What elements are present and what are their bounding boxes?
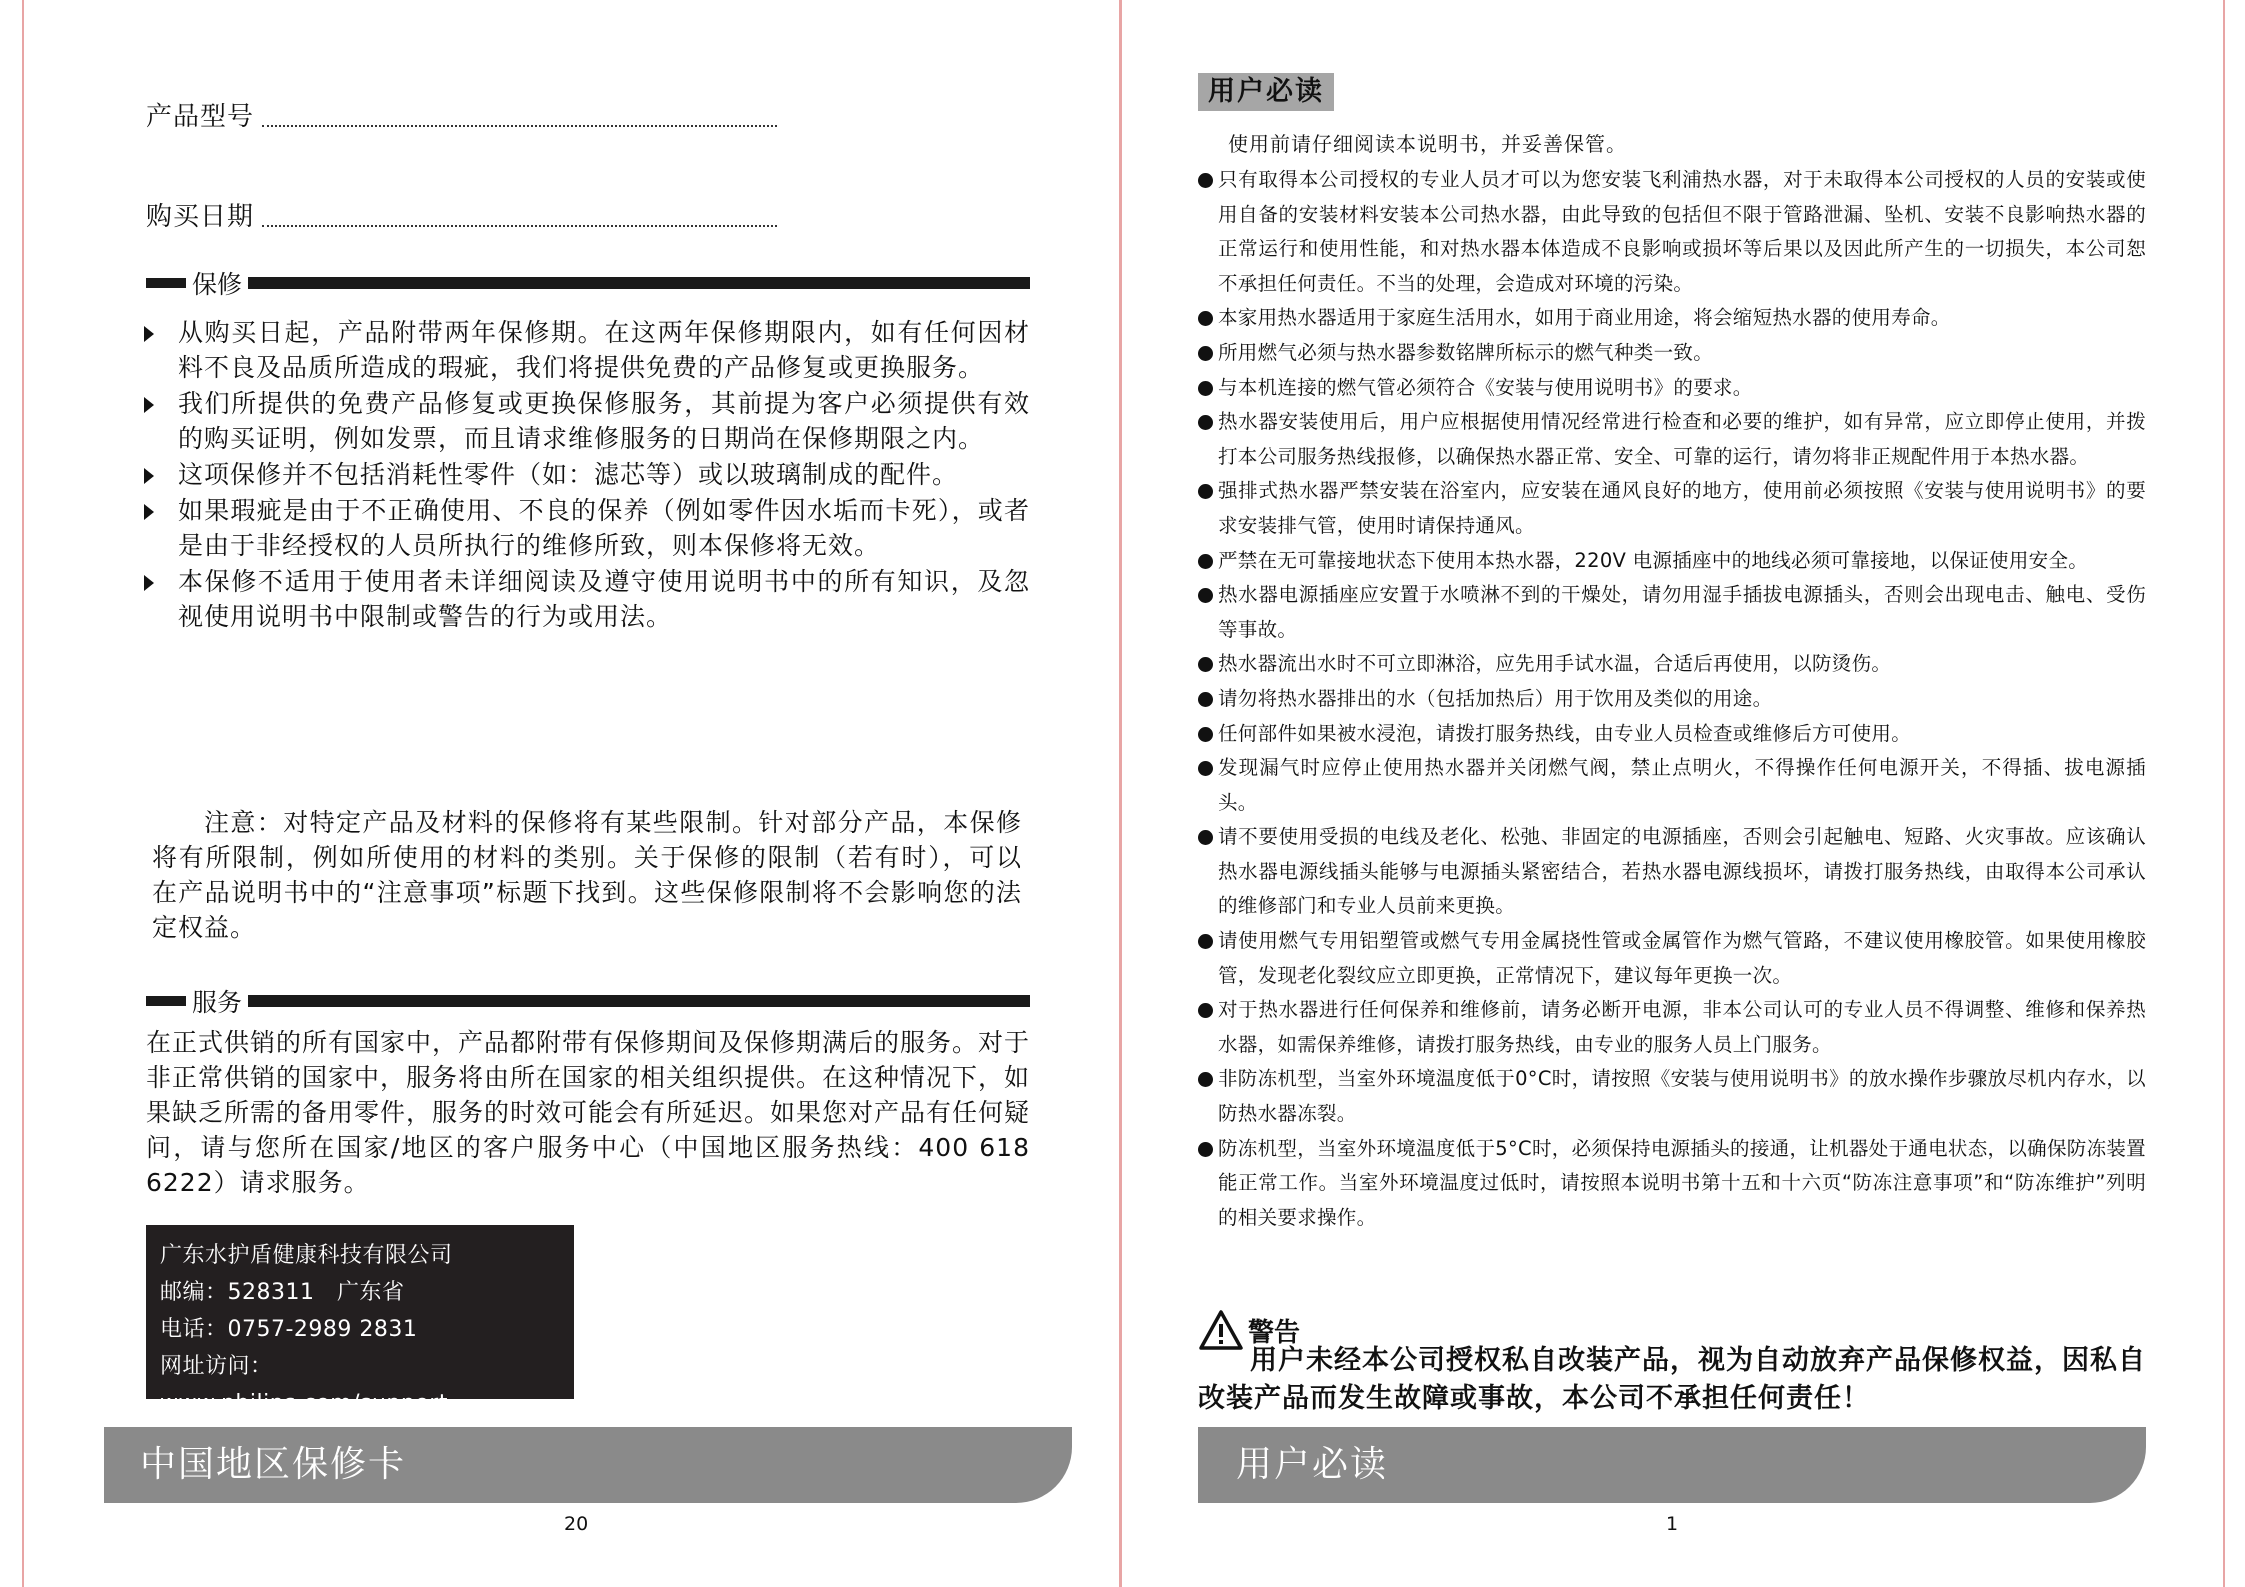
dot-bullet-icon xyxy=(1198,415,1213,430)
triangle-bullet-icon xyxy=(144,468,154,484)
warranty-term: 我们所提供的免费产品修复或更换保修服务，其前提为客户必须提供有效的购买证明，例如发票，而且请求维修服务的日期尚在保修期限之内。 xyxy=(142,386,1030,456)
safety-rule: 请使用燃气专用铝塑管或燃气专用金属挠性管或金属管作为燃气管路，不建议使用橡胶管。如果使用橡胶管，发现老化裂纹应立即更换，正常情况下，建议每年更换一次。 xyxy=(1198,924,2146,993)
safety-rules-list xyxy=(1198,163,2146,1235)
product-model-label: 产品型号 xyxy=(146,102,255,132)
dot-bullet-icon xyxy=(1198,1003,1213,1018)
purchase-date-line xyxy=(262,217,777,227)
triangle-bullet-icon xyxy=(144,575,154,591)
heading-bar-left xyxy=(146,996,186,1006)
dot-bullet-icon xyxy=(1198,657,1213,672)
safety-rule: 发现漏气时应停止使用热水器并关闭燃气阀，禁止点明火，不得操作任何电源开关，不得插、拔电源插头。 xyxy=(1198,751,2146,820)
page-number-left: 20 xyxy=(564,1513,589,1535)
safety-rule: 本家用热水器适用于家庭生活用水，如用于商业用途，将会缩短热水器的使用寿命。 xyxy=(1198,301,2146,336)
warning-text: 用户未经本公司授权私自改装产品，视为自动放弃产品保修权益，因私自改装产品而发生故障或事故，本公司不承担任何责任！ xyxy=(1198,1345,2146,1414)
dot-bullet-icon xyxy=(1198,1072,1213,1087)
service-heading xyxy=(146,986,1030,1016)
safety-rule: 请勿将热水器排出的水（包括加热后）用于饮用及类似的用途。 xyxy=(1198,682,2146,717)
warranty-title: 保修 xyxy=(192,270,243,299)
right-page-user-notice xyxy=(1121,0,2225,1587)
triangle-bullet-icon xyxy=(144,397,154,413)
heading-bar-right xyxy=(248,277,1030,289)
safety-rule: 请不要使用受损的电线及老化、松弛、非固定的电源插座，否则会引起触电、短路、火灾事故。应该确认热水器电源线插头能够与电源插头紧密结合，若热水器电源线损坏，请拨打服务热线，由取得本公司承认的维修部门和专业人员前来更换。 xyxy=(1198,820,2146,924)
company-postcode: 邮编：528311 广东省 xyxy=(160,1280,405,1305)
service-title: 服务 xyxy=(192,988,243,1017)
service-text: 在正式供销的所有国家中，产品都附带有保修期间及保修期满后的服务。对于非正常供销的国家中，服务将由所在国家的相关组织提供。在这种情况下，如果缺乏所需的备用零件，服务的时效可能会有所延迟。如果您对产品有任何疑问，请与您所在国家/地区的客户服务中心（中国地区服务热线：400 618 6222）请求服务。 xyxy=(146,1028,1031,1197)
safety-rule: 强排式热水器严禁安装在浴室内，应安装在通风良好的地方，使用前必须按照《安装与使用说明书》的要求安装排气管，使用时请保持通风。 xyxy=(1198,474,2146,543)
dot-bullet-icon xyxy=(1198,484,1213,499)
dot-bullet-icon xyxy=(1198,588,1213,603)
safety-rule: 非防冻机型，当室外环境温度低于0°C时，请按照《安装与使用说明书》的放水操作步骤放尽机内存水，以防热水器冻裂。 xyxy=(1198,1062,2146,1131)
page-number-right: 1 xyxy=(1666,1513,1679,1535)
safety-rule: 严禁在无可靠接地状态下使用本热水器，220V 电源插座中的地线必须可靠接地，以保证使用安全。 xyxy=(1198,544,2146,579)
safety-rule: 只有取得本公司授权的专业人员才可以为您安装飞利浦热水器，对于未取得本公司授权的人员的安装或使用自备的安装材料安装本公司热水器，由此导致的包括但不限于管路泄漏、坠机、安装不良影响热水器的正常运行和使用性能，和对热水器本体造成不良影响或损坏等后果以及因此所产生的一切损失，本公司恕不承担任何责任。不当的处理，会造成对环境的污染。 xyxy=(1198,163,2146,301)
dot-bullet-icon xyxy=(1198,692,1213,707)
safety-rule: 对于热水器进行任何保养和维修前，请务必断开电源，非本公司认可的专业人员不得调整、维修和保养热水器，如需保养维修，请拨打服务热线，由专业的服务人员上门服务。 xyxy=(1198,993,2146,1062)
intro-line: 使用前请仔细阅读本说明书，并妥善保管。 xyxy=(1228,132,1627,156)
warranty-note: 注意：对特定产品及材料的保修将有某些限制。针对部分产品，本保修将有所限制，例如所使用的材料的类别。关于保修的限制（若有时），可以在产品说明书中的“注意事项”标题下找到。这些保修限制将不会影响您的法定权益。 xyxy=(152,808,1022,942)
warning-title: 警告 xyxy=(1248,1317,1301,1348)
dot-bullet-icon xyxy=(1198,934,1213,949)
company-info-box xyxy=(146,1225,574,1416)
warranty-terms-list xyxy=(142,315,1030,635)
safety-rule: 热水器流出水时不可立即淋浴，应先用手试水温，合适后再使用，以防烫伤。 xyxy=(1198,647,2146,682)
warranty-term: 从购买日起，产品附带两年保修期。在这两年保修期限内，如有任何因材料不良及品质所造成的瑕疵，我们将提供免费的产品修复或更换服务。 xyxy=(142,315,1030,385)
product-model-field xyxy=(146,96,777,133)
company-phone: 电话：0757-2989 2831 xyxy=(160,1317,418,1342)
warranty-term: 本保修不适用于使用者未详细阅读及遵守使用说明书中的所有知识，及忽视使用说明书中限制或警告的行为或用法。 xyxy=(142,564,1030,634)
company-website: 网址访问：www.philips.com/support xyxy=(160,1354,448,1416)
purchase-date-label: 购买日期 xyxy=(146,202,255,232)
purchase-date-field xyxy=(146,196,777,233)
safety-rule: 与本机连接的燃气管必须符合《安装与使用说明书》的要求。 xyxy=(1198,371,2146,406)
triangle-bullet-icon xyxy=(144,326,154,342)
heading-bar-left xyxy=(146,278,186,288)
left-page-warranty-card xyxy=(22,0,1121,1587)
heading-bar-right xyxy=(248,995,1030,1007)
safety-rule: 防冻机型，当室外环境温度低于5°C时，必须保持电源插头的接通，让机器处于通电状态，以确保防冻装置能正常工作。当室外环境温度过低时，请按照本说明书第十五和十六页“防冻注意事项”和“防冻维护”列明的相关要求操作。 xyxy=(1198,1132,2146,1236)
section-label: 用户必读 xyxy=(1198,73,1334,111)
dot-bullet-icon xyxy=(1198,761,1213,776)
dot-bullet-icon xyxy=(1198,727,1213,742)
dot-bullet-icon xyxy=(1198,311,1213,326)
dot-bullet-icon xyxy=(1198,173,1213,188)
company-name: 广东水护盾健康科技有限公司 xyxy=(160,1243,453,1268)
safety-rule: 热水器安装使用后，用户应根据使用情况经常进行检查和必要的维护，如有异常，应立即停止使用，并拨打本公司服务热线报修，以确保热水器正常、安全、可靠的运行，请勿将非正规配件用于本热水器。 xyxy=(1198,405,2146,474)
warranty-term: 如果瑕疵是由于不正确使用、不良的保养（例如零件因水垢而卡死），或者是由于非经授权的人员所执行的维修所致，则本保修将无效。 xyxy=(142,493,1030,563)
safety-rule: 所用燃气必须与热水器参数铭牌所标示的燃气种类一致。 xyxy=(1198,336,2146,371)
triangle-bullet-icon xyxy=(144,504,154,520)
dot-bullet-icon xyxy=(1198,346,1213,361)
left-footer-band: 中国地区保修卡 xyxy=(104,1427,1072,1503)
safety-rule: 任何部件如果被水浸泡，请拨打服务热线，由专业人员检查或维修后方可使用。 xyxy=(1198,717,2146,752)
safety-rule: 热水器电源插座应安置于水喷淋不到的干燥处，请勿用湿手插拔电源插头，否则会出现电击、触电、受伤等事故。 xyxy=(1198,578,2146,647)
product-model-line xyxy=(262,117,777,127)
dot-bullet-icon xyxy=(1198,381,1213,396)
right-footer-band: 用户必读 xyxy=(1198,1427,2146,1503)
warranty-term: 这项保修并不包括消耗性零件（如：滤芯等）或以玻璃制成的配件。 xyxy=(142,457,1030,492)
dot-bullet-icon xyxy=(1198,830,1213,845)
warranty-heading xyxy=(146,268,1030,298)
dot-bullet-icon xyxy=(1198,554,1213,569)
dot-bullet-icon xyxy=(1198,1142,1213,1157)
